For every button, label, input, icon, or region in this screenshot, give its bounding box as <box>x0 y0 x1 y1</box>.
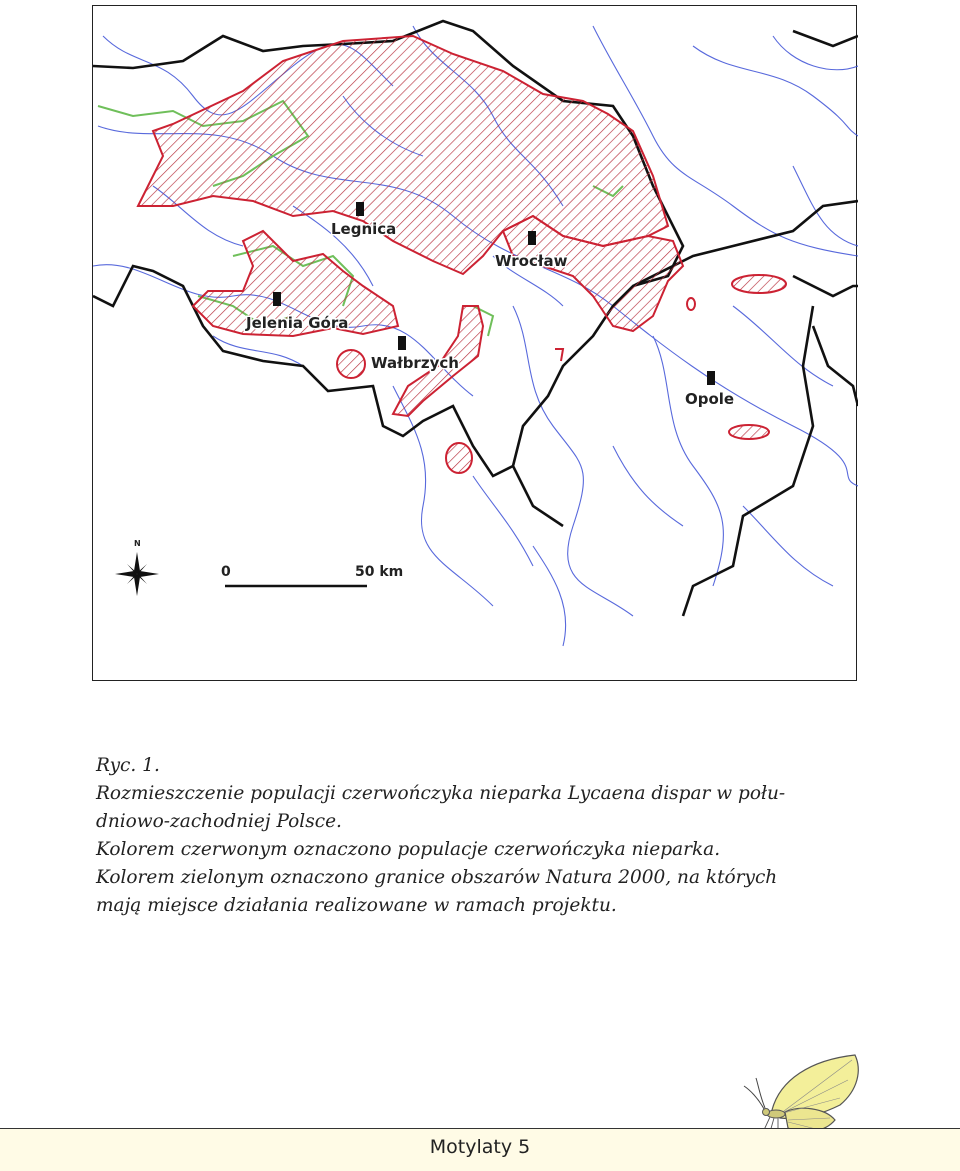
city-label-legnica: Legnica <box>331 220 397 238</box>
caption-line-6: mają miejsce działania realizowane w ramach projektu. <box>96 895 617 916</box>
footer-title: Motylaty 5 <box>429 1136 531 1158</box>
city-label-jelenia-gora: Jelenia Góra <box>246 314 349 332</box>
caption-line-2: Rozmieszczenie populacji czerwończyka nieparka Lycaena dispar w połu- <box>96 783 786 804</box>
population-area-opole-south <box>729 425 769 439</box>
caption-line-5: Kolorem zielonym oznaczono granice obszarów Natura 2000, na których <box>96 867 778 888</box>
scale-bar <box>221 564 403 586</box>
scale-end-label: 50 km <box>355 564 404 580</box>
population-area-south-small <box>446 443 472 473</box>
population-area-mark <box>555 349 563 361</box>
population-area-walbrzych-small <box>337 350 365 378</box>
city-marker-walbrzych <box>398 336 406 350</box>
city-marker-opole <box>707 371 715 385</box>
figure-caption <box>96 752 796 920</box>
city-marker-wroclaw <box>528 231 536 245</box>
city-marker-legnica <box>356 202 364 216</box>
population-area-north <box>138 36 668 274</box>
population-area-east <box>732 275 786 293</box>
city-marker-jelenia-gora <box>273 292 281 306</box>
caption-figure-number: Ryc. 1. <box>96 755 160 776</box>
city-label-opole: Opole <box>685 390 735 408</box>
butterfly-icon <box>740 1050 870 1140</box>
caption-line-3: dniowo-zachodniej Polsce. <box>96 811 342 832</box>
caption-line-4: Kolorem czerwonym oznaczono populacje czerwończyka nieparka. <box>96 839 721 860</box>
north-label: N <box>134 539 141 548</box>
north-arrow-icon <box>115 539 159 596</box>
distribution-map <box>93 6 858 682</box>
city-label-walbrzych: Wałbrzych <box>371 354 459 372</box>
population-area-tiny <box>687 298 695 310</box>
city-label-wroclaw: Wrocław <box>495 252 568 270</box>
map-frame <box>92 5 857 681</box>
scale-start-label: 0 <box>221 564 231 580</box>
